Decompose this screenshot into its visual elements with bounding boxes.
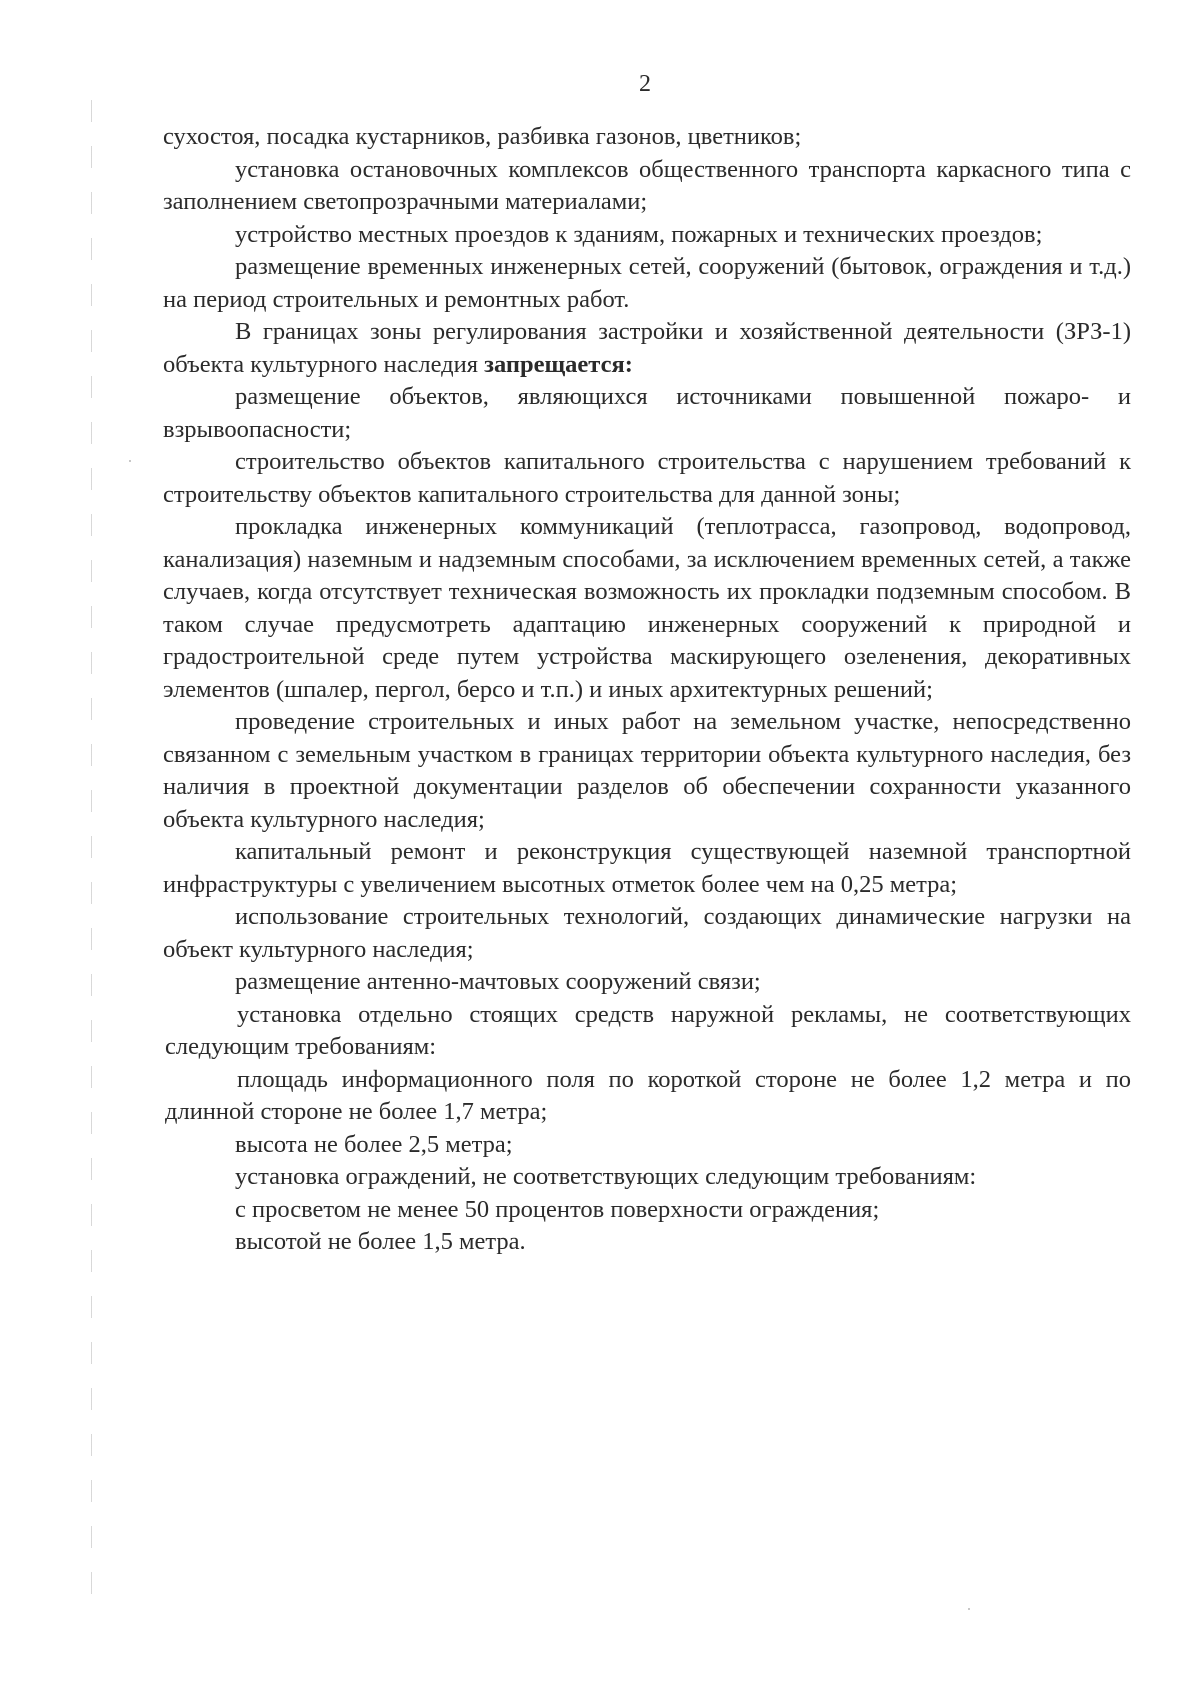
paragraph: установка ограждений, не соответствующих следующим требованиям:	[235, 1163, 977, 1190]
paragraph: площадь информационного поля по короткой стороне не более 1,2 метра и по длинной стороне не более 1,7 метра;	[165, 1065, 1131, 1125]
paragraph: проведение строительных и иных работ на земельном участке, непосредственно связанном с земельным участком в границах территории объекта культурного наследия, без наличия в проектной документации разделов об обеспечении сохранности указанного объекта культурного наследия;	[163, 708, 1131, 833]
paragraph: высота не более 2,5 метра;	[235, 1130, 513, 1158]
paragraph: строительство объектов капитального строительства с нарушением требований к строительству объектов капитального строительства для данной зоны;	[163, 448, 1131, 508]
paragraph: использование строительных технологий, создающих динамические нагрузки на объект культурного наследия;	[163, 903, 1131, 963]
page-number: 2	[639, 71, 651, 97]
paragraph: размещение объектов, являющихся источниками повышенной пожаро- и взрывоопасности;	[163, 383, 1131, 443]
paragraph-text: В границах зоны регулирования застройки и хозяйственной деятельности (ЗРЗ-1) объекта культурного наследия	[163, 318, 1131, 378]
paragraph: капитальный ремонт и реконструкция существующей наземной транспортной инфраструктуры с увеличением высотных отметок более чем на 0,25 метра;	[163, 838, 1131, 898]
scan-margin-artifact	[91, 100, 92, 1600]
scan-speck	[968, 1608, 970, 1610]
scan-speck	[129, 460, 131, 462]
paragraph: с просветом не менее 50 процентов поверхности ограждения;	[235, 1195, 880, 1223]
prohibited-heading: запрещается:	[484, 350, 633, 378]
paragraph: устройство местных проездов к зданиям, пожарных и технических проездов;	[235, 220, 1043, 248]
paragraph: сухостоя, посадка кустарников, разбивка газонов, цветников;	[163, 123, 802, 150]
paragraph: размещение антенно-мачтовых сооружений связи;	[235, 968, 761, 995]
paragraph: размещение временных инженерных сетей, сооружений (бытовок, ограждения и т.д.) на период строительных и ремонтных работ.	[163, 253, 1131, 313]
document-body	[163, 121, 1131, 1259]
paragraph: установка отдельно стоящих средств наружной рекламы, не соответствующих следующим требованиям:	[165, 1000, 1131, 1060]
paragraph-restrictions-intro	[163, 316, 1131, 381]
paragraph: установка остановочных комплексов общественного транспорта каркасного типа с заполнением светопрозрачными материалами;	[163, 155, 1131, 215]
paragraph: прокладка инженерных коммуникаций (теплотрасса, газопровод, водопровод, канализация) наземным и надземным способами, за исключением временных сетей, а также случаев, когда отсутствует техническая возможность их прокладки подземным способом. В таком случае предусмотреть адаптацию инженерных сооружений к природной и градостроительной среде путем устройства маскирующего озеленения, декоративных элементов (шпалер, пергол, берсо и т.п.) и иных архитектурных решений;	[163, 513, 1131, 703]
paragraph: высотой не более 1,5 метра.	[235, 1228, 526, 1255]
